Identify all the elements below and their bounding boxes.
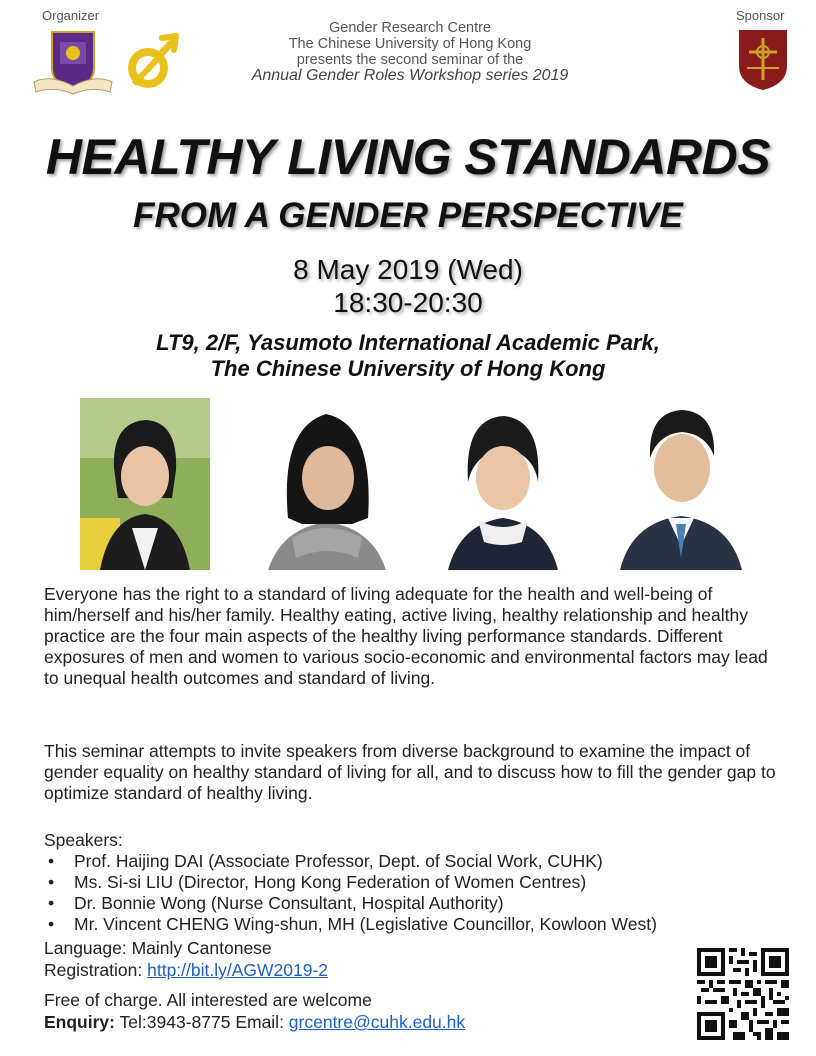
enquiry-line bbox=[44, 1012, 465, 1033]
venue-line-2: The Chinese University of Hong Kong bbox=[210, 356, 606, 381]
header-university-name: The Chinese University of Hong Kong bbox=[288, 36, 532, 52]
header-centre-name: Gender Research Centre bbox=[329, 20, 491, 36]
free-of-charge-line: Free of charge. All interested are welcome bbox=[44, 990, 372, 1010]
event-subtitle: FROM A GENDER PERSPECTIVE bbox=[133, 196, 683, 235]
enquiry-email-link[interactable]: grcentre@cuhk.edu.hk bbox=[288, 1012, 466, 1032]
venue-line-1: LT9, 2/F, Yasumoto International Academic Park, bbox=[156, 330, 660, 355]
speaker-photo-3 bbox=[438, 398, 568, 570]
speaker-item: • Prof. Haijing DAI (Associate Professor, Dept. of Social Work, CUHK) bbox=[44, 851, 804, 872]
event-title: HEALTHY LIVING STANDARDS bbox=[45, 129, 771, 185]
sponsor-label: Sponsor bbox=[736, 8, 785, 23]
speaker-photo-4 bbox=[616, 398, 746, 570]
header-series-name: Annual Gender Roles Workshop series 2019 bbox=[251, 67, 569, 84]
speakers-section bbox=[44, 830, 804, 935]
header-text-block bbox=[220, 20, 600, 84]
speaker-photo-1 bbox=[80, 398, 210, 570]
speaker-item: • Ms. Si-si LIU (Director, Hong Kong Federation of Women Centres) bbox=[44, 872, 804, 893]
speaker-item: • Dr. Bonnie Wong (Nurse Consultant, Hospital Authority) bbox=[44, 893, 804, 914]
event-date: 8 May 2019 (Wed) bbox=[293, 254, 523, 285]
registration-link[interactable]: http://bit.ly/AGW2019-2 bbox=[147, 960, 329, 980]
sponsor-crest-logo bbox=[737, 28, 789, 92]
language-line: Language: Mainly Cantonese bbox=[44, 938, 272, 958]
speakers-heading: Speakers: bbox=[44, 830, 123, 850]
speakers-list bbox=[44, 851, 804, 935]
description-paragraph-1: Everyone has the right to a standard of living adequate for the health and well-being of him/herself and his/her family. Healthy eating, active living, healthy relationship and healthy practice are the four main aspects of the healthy living performance standards. Different exposures of men and women to various socio-economic and environmental factors may lead to unequal health outcomes and standard of living. bbox=[44, 584, 768, 688]
enquiry-label: Enquiry: bbox=[44, 1012, 115, 1032]
gender-symbol-logo bbox=[124, 32, 180, 94]
registration-label: Registration: bbox=[44, 960, 148, 980]
header-presents-line: presents the second seminar of the bbox=[296, 52, 524, 68]
enquiry-contact: Tel:3943-8775 Email: bbox=[114, 1012, 289, 1032]
cuhk-crest-logo bbox=[30, 28, 116, 96]
organizer-label: Organizer bbox=[42, 8, 100, 23]
registration-line bbox=[44, 960, 328, 981]
speaker-photo-2 bbox=[262, 398, 392, 570]
registration-qr-code-icon[interactable] bbox=[697, 948, 789, 1040]
event-time: 18:30-20:30 bbox=[333, 287, 483, 318]
speaker-item: • Mr. Vincent CHENG Wing-shun, MH (Legislative Councillor, Kowloon West) bbox=[44, 914, 804, 935]
description-paragraph-2: This seminar attempts to invite speakers from diverse background to examine the impact of gender equality on healthy standard of living for all, and to discuss how to fill the gender gap to optimize standard of healthy living. bbox=[44, 741, 776, 803]
